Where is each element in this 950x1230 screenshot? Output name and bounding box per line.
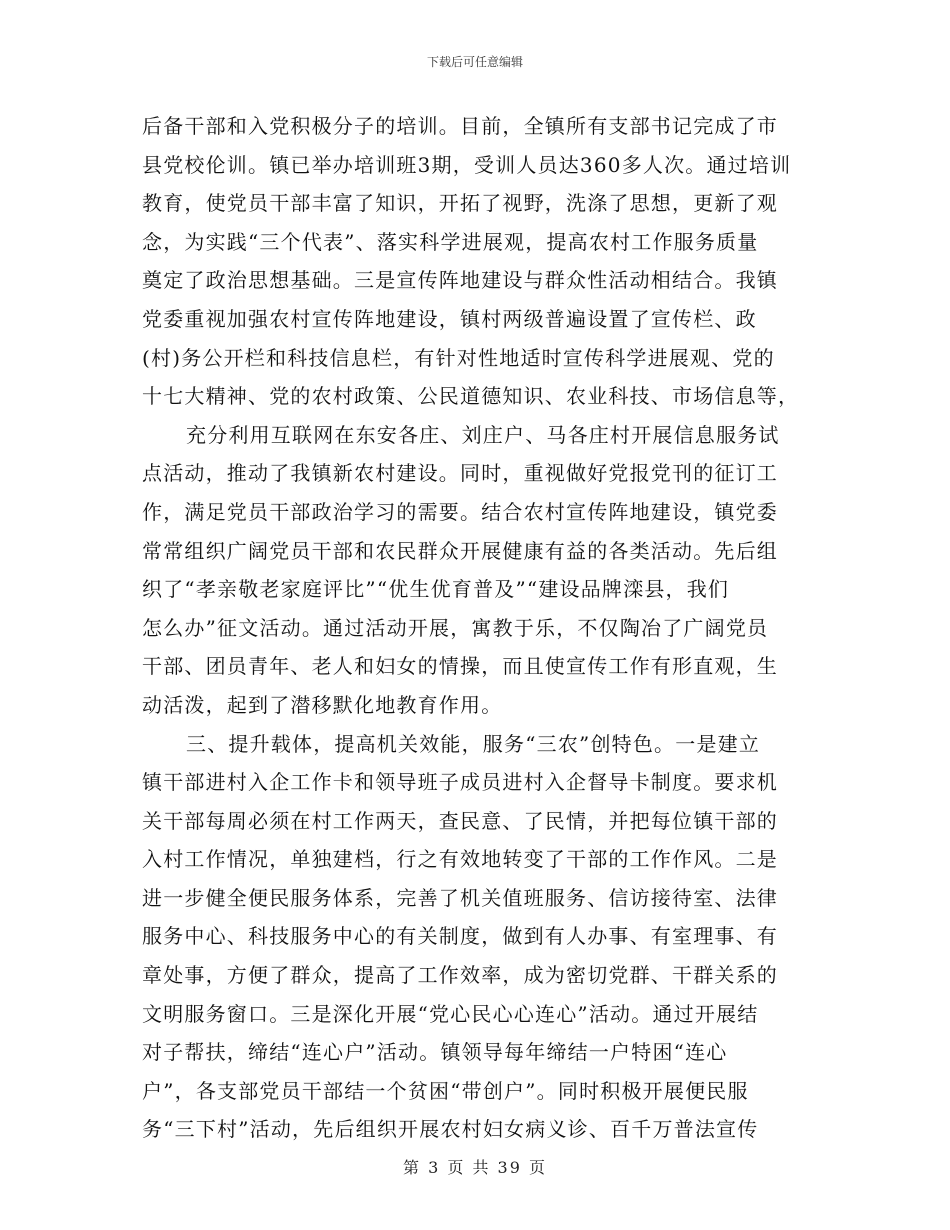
text-line: 章处事，方便了群众，提高了工作效率，成为密切党群、干群关系的 (142, 963, 778, 988)
text-line: 文明服务窗口。三是深化开展“党心民心心连心”活动。通过开展结 (142, 1001, 759, 1026)
text-line: 关干部每周必须在村工作两天，查民意、了民情，并把每位镇干部的 (142, 808, 778, 833)
text-line: 怎么办”征文活动。通过活动开展，寓教于乐，不仅陶冶了广阔党员 (142, 615, 769, 640)
text-line: 作，满足党员干部政治学习的需要。结合农村宣传阵地建设，镇党委 (142, 499, 778, 524)
text-line: 党委重视加强农村宣传阵地建设，镇村两级普遍设置了宣传栏、政 (142, 306, 757, 331)
text-line: 镇干部进村入企工作卡和领导班子成员进村入企督导卡制度。要求机 (142, 770, 778, 795)
text-line: 奠定了政治思想基础。三是宣传阵地建设与群众性活动相结合。我镇 (142, 268, 778, 293)
document-body (142, 107, 812, 1149)
text-line: 县党校伦训。镇已举办培训班3期，受训人员达360多人次。通过培训 (142, 152, 792, 177)
text-line: 动活泼，起到了潜移默化地教育作用。 (142, 692, 503, 717)
paragraph-start-line: 三、提升载体，提高机关效能，服务“三农”创特色。一是建立 (186, 731, 761, 756)
paragraph-start-line: 充分利用互联网在东安各庄、刘庄户、马各庄村开展信息服务试 (186, 422, 780, 447)
page-header: 下载后可任意编辑 (426, 55, 523, 69)
text-line: 务“三下村”活动，先后组织开展农村妇女病义诊、百千万普法宣传 (142, 1117, 759, 1142)
text-line: 常常组织广阔党员干部和农民群众开展健康有益的各类活动。先后组 (142, 538, 778, 563)
text-line: 服务中心、科技服务中心的有关制度，做到有人办事、有室理事、有 (142, 924, 778, 949)
text-line: 十七大精神、党的农村政策、公民道德知识、农业科技、市场信息等， (142, 384, 800, 409)
text-line: 后备干部和入党积极分子的培训。目前，全镇所有支部书记完成了市 (142, 114, 778, 138)
text-line: 教育，使党员干部丰富了知识，开拓了视野，洗涤了思想，更新了观 (142, 191, 778, 216)
text-line: 进一步健全便民服务体系，完善了机关值班服务、信访接待室、法律 (142, 885, 778, 910)
text-line: 户”，各支部党员干部结一个贫困“带创户”。同时积极开展便民服 (142, 1078, 749, 1103)
text-line: 干部、团员青年、老人和妇女的情操，而且使宣传工作有形直观，生 (142, 654, 778, 679)
text-line: (村)务公开栏和科技信息栏，有针对性地适时宣传科学进展观、党的 (142, 345, 775, 370)
text-line: 点活动，推动了我镇新农村建设。同时，重视做好党报党刊的征订工 (142, 461, 778, 486)
text-line: 织了“孝亲敬老家庭评比”“优生优育普及”“建设品牌滦县，我们 (142, 577, 730, 602)
text-line: 对子帮扶，缔结“连心户”活动。镇领导每年缔结一户特困“连心 (142, 1040, 728, 1065)
page-number-footer: 第 3 页 共 39 页 (403, 1158, 547, 1177)
text-line: 入村工作情况，单独建档，行之有效地转变了干部的工作作风。二是 (142, 847, 778, 872)
text-line: 念，为实践“三个代表”、落实科学进展观，提高农村工作服务质量 (142, 229, 759, 254)
